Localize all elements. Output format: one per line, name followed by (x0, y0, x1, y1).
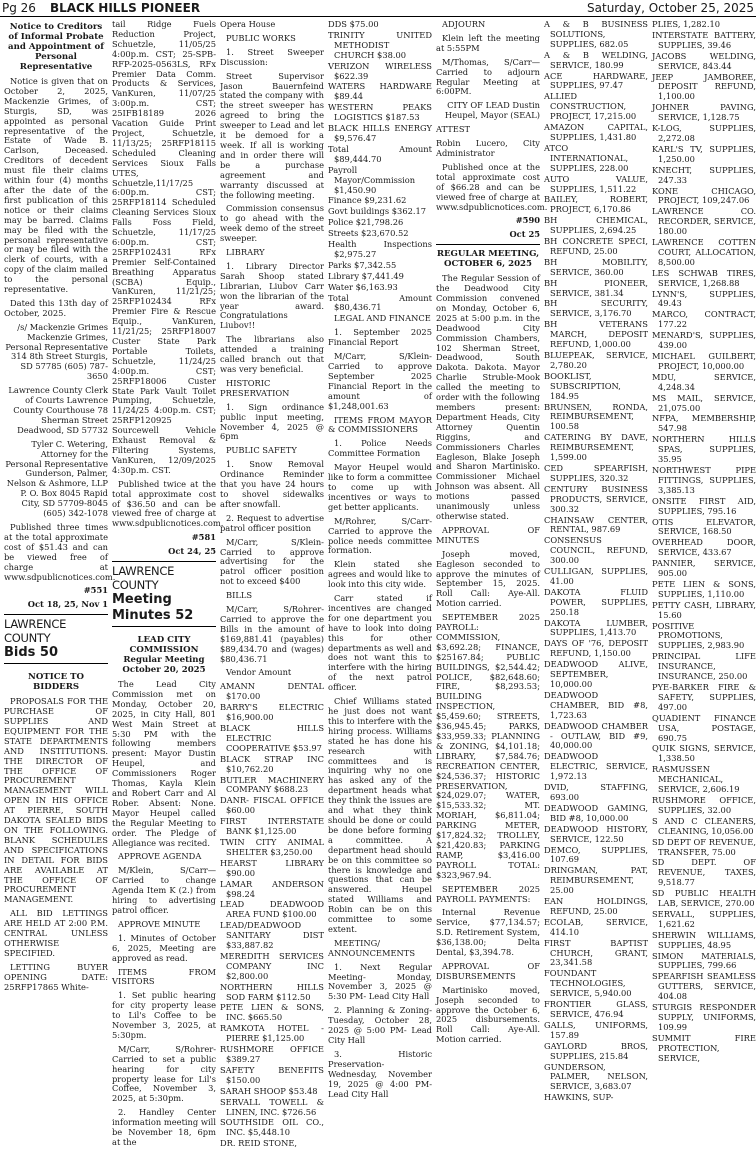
list-item: CENTURY BUSINESS PRODUCTS, SERVICE, 300.32 (544, 483, 648, 514)
list-item: LEAD DEADWOOD AREA FUND $100.00 (220, 899, 324, 920)
list-item: BH CHEMICAL, SUPPLIES, 2,694.25 (544, 215, 648, 236)
minutes-paragraph: 2. Handley Center information meeting will be November 18, 6pm at the (112, 1107, 216, 1147)
minutes-title: LEAD CITY COMMISSION Regular Meeting October 20, 2025 (122, 635, 206, 676)
minutes-heading: ITEMS FROM MAYOR & COMMISSIONERS (328, 414, 432, 435)
list-item: BH CONCRETE SPECI, REFUND, 25.00 (544, 236, 648, 256)
divider (436, 244, 540, 245)
notice-clerk: Lawrence County Clerk of Courts Lawrence County Courthouse 78 Sherman Street Deadwood, SD 57732 (8, 385, 108, 435)
list-item: Govt buildings $362.17 (328, 206, 427, 217)
list-item: PRINCIPAL LIFE INSURANCE, INSURANCE, 250.00 (652, 651, 756, 682)
list-item: BLACK HILLS ELECTRIC COOPERATIVE $53.97 (220, 723, 324, 753)
list-item: FIRST INTERSTATE BANK $1,125.00 (220, 816, 324, 837)
list-item: QUADIENT FINANCE USA, POSTAGE, 690.75 (652, 712, 756, 743)
notice-dated: Dated this 13th day of October, 2025. (4, 297, 108, 318)
list-item: ALLIED CONSTRUCTION, PROJECT, 17,215.00 (544, 91, 637, 122)
page-columns (4, 19, 756, 1149)
minutes-paragraph: Opera House (220, 19, 276, 29)
list-item: SUMMIT FIRE PROTECTION, SERVICE, (652, 1032, 756, 1063)
minutes-heading: APPROVE AGENDA (118, 851, 202, 862)
minutes-paragraph: M/Carr, S/Rohrer- Carried to set a public hearing for city property lease for Lil's Coffee, November 3, 2025, at 5:30pm. (112, 1043, 216, 1104)
list-item: LAMAR ANDERSON $98.24 (220, 878, 324, 899)
issue-date: Saturday, October 25, 2025 (587, 1, 754, 15)
newspaper-name: BLACK HILLS PIONEER (49, 1, 201, 15)
publication-cost: Published twice at the total approximate cost of $36.50 and can be viewed free of charge at www.sdpublicnotices.com. (112, 478, 224, 529)
list-item: DEADWOOD CHAMBER - OUTLAW, BID #9, 40,000.00 (544, 720, 648, 751)
list-item: OTIS ELEVATOR, SERVICE, 168.50 (652, 516, 756, 537)
minutes-heading: ADJOURN (442, 19, 486, 29)
list-item: PYE-BARKER FIRE & SAFETY, SUPPLIES, 497.00 (652, 682, 756, 712)
list-item: SERVALL, SUPPLIES, 1,621.62 (652, 908, 756, 929)
list-item: PLIES, 1,282.10 (652, 19, 721, 29)
list-item: VERIZON WIRELESS $622.39 (328, 60, 432, 81)
list-item: DAYS OF '76, DEPOSIT REFUND, 1,150.00 (544, 638, 648, 659)
list-item: RASMUSSEN MECHANICAL, SERVICE, 2,606.19 (652, 764, 740, 795)
list-item: NFPA, MEMBERSHIP, 547.98 (652, 413, 756, 434)
list-item: WATERS HARDWARE $89.44 (328, 81, 432, 102)
column-5 (436, 19, 548, 1045)
list-item: NORTHERN HILLS SOD FARM $112.50 (220, 981, 324, 1002)
publication-cost: Published once at the total approximate cost of $66.28 and can be viewed free of charge at www.sdpublicnotices.com. (436, 161, 548, 212)
section-header (112, 561, 216, 627)
bids-list: tail Ridge Fuels Reduction Project, Schuetzle, 11/05/25 4:00p.m. CST; 25-SPB-RFP-2025-0563LS, RFx Premier Data Comm. Products & Services, VanKuren, 11/07/25 3:00p.m. CST; 25IFB18189 2026 Vacation Guide Print Project, Schuetzle, 11/13/25; 25RFP18115 Scheduled Cleaning Services Sioux Falls UTES, Schuetzle,11/17/25 6:00p.m. CST; 25RFP18114 Scheduled Cleaning Services Sioux Falls Foss Field, Schuetzle, 11/17/25 6:00p.m. CST; 25RFP102431 RFx Premier Self-Contained Breathing Apparatus (SCBA) Equip., VanKuren, 11/21/25; 25RFP102434 RFx Premier Fire & Rescue Equip., VanKuren, 11/21/25; 25RFP18007 Custer State Park Portable Toilets, Schuetzle, 11/24/25 4:00p.m. CST; 25RFP18006 Custer State Park Vault Toilet Pumping, Schuetzle, 11/24/25 4:00p.m. CST; 25RFP120925 Sourcewell Vehicle Exhaust Removal & Filtering Systems, VanKuren, 12/09/2025 4:30p.m. CST. (112, 19, 216, 475)
list-item: Police $21,798.26 (328, 217, 404, 228)
list-item: DDS $75.00 (328, 19, 379, 29)
list-item: DR. REID STONE, (220, 1138, 298, 1149)
notice-ref-number: #581 (191, 532, 216, 543)
attest-name: Robin Lucero, City Administrator (436, 138, 540, 158)
list-item: Total Amount $80,436.71 (328, 292, 432, 313)
list-item: BRUNSEN, RONDA, REIMBURSEMENT, 100.58 (544, 401, 648, 432)
minutes-paragraph: 1. Snow Removal Ordinance Reminder that you have 24 hours to shovel sidewalks after snowfall. (220, 459, 324, 509)
minutes-paragraph: 3. Historic Preservation- Wednesday, November 19, 2025 @ 4:00 PM- Lead City Hall (328, 1048, 432, 1099)
column-2 (112, 19, 224, 1147)
minutes-heading: APPROVE MINUTE (118, 918, 201, 929)
disbursement-list (652, 20, 756, 1064)
list-item: BH SECURITY, SERVICE, 3,176.70 (544, 298, 648, 319)
minutes-heading: APPROVAL OF DISBURSEMENTS (436, 960, 540, 981)
minutes-paragraph: 2. Planning & Zoning-Tuesday, October 28, 2025 @ 5:00 PM- Lead City Hall (328, 1005, 432, 1045)
list-item: S AND C CLEANERS, CLEANING, 10,056.00 (652, 815, 756, 836)
notice-title: Notice to Creditors of Informal Probate and Appointment of Personal Representative (8, 22, 104, 72)
list-item: PETE LIEN & SONS, SUPPLIES, 1,110.00 (652, 578, 756, 599)
list-item: JOHNER PAVING, SERVICE, 1,128.75 (652, 102, 756, 123)
minutes-paragraph: Internal Revenue Service, $77,134.57; S.D. Retirement System, $36,138.00; Delta Dental, $3,394.78. (436, 907, 540, 958)
list-item: INTERSTATE BATTERY, SUPPLIES, 39.46 (652, 29, 756, 50)
notice-body: Notice is given that on October 2, 2025, Mackenzie Grimes, of Sturgis, SD, was appointed as personal representative of the Estate of Wade B. Carlson, Deceased. Creditors of decedent must file their claims within four (4) months after the date of the first publication of this notice or their claims may be barred. Claims may be filed with the personal representative or may be filed with the clerk of courts, with a copy of the claim mailed to the personal representative. (4, 76, 108, 295)
list-item: SHERWIN WILLIAMS, SUPPLIES, 48.95 (652, 929, 756, 950)
list-item: SERVALL TOWELL & LINEN, INC. $726.56 (220, 1096, 324, 1117)
list-item: Total Amount $89,444.70 (328, 143, 432, 164)
list-item: DEADWOOD CHAMBER, BID #8, 1,723.63 (544, 689, 648, 720)
list-item: DEADWOOD HISTORY, SERVICE, 122.50 (544, 823, 648, 844)
bidders-body-2: ALL BID LETTINGS ARE HELD AT 2:00 P.M. CENTRAL UNLESS OTHERWISE SPECIFIED. (4, 908, 108, 958)
list-item: LES SCHWAB TIRES, SERVICE, 1,268.88 (652, 267, 756, 288)
list-item: DANR- FISCAL OFFICE $60.00 (220, 795, 324, 816)
bidders-body: PROPOSALS FOR THE PURCHASE OF SUPPLIES AND EQUIPMENT FOR THE STATE DEPARTMENTS AND INSTITUTIONS. THE DIRECTOR OF THE OFFICE OF PROCUREMENT MANAGEMENT WILL OPEN IN HIS OFFICE AT PIERRE, SOUTH DAKOTA SEALED BIDS ON THE FOLLOWING. BLANK SCHEDULES AND SPECIFICATIONS IN DETAIL FOR BIDS ARE AVAILABLE AT THE OFFICE OF PROCUREMENT MANAGEMENT. (4, 696, 108, 905)
list-item: PETTY CASH, LIBRARY, 15.60 (652, 599, 756, 620)
list-item: Water $6,163.93 (328, 281, 398, 292)
list-item: CULLIGAN, SUPPLIES, 41.00 (544, 566, 648, 586)
list-item: DEADWOOD ALIVE, SEPTEMBER, 10,000.00 (544, 659, 648, 689)
disbursement-list (544, 20, 648, 1103)
minutes-paragraph: M/Thomas, S/Carr—Carried to adjourn Regular Meeting at 6:00PM. (436, 56, 540, 97)
list-item: RUSHMORE OFFICE, SUPPLIES, 32.00 (652, 794, 756, 815)
bills-list (220, 682, 324, 1149)
minutes-paragraph: M/Carr, S/Klein- Carried to approve September 2025 Financial Report in the amount of $1,248,001.63 (328, 351, 432, 411)
attest-label: ATTEST (436, 124, 471, 135)
list-item: SPEARFISH SEAMLESS GUTTERS, SERVICE, 404.08 (652, 971, 756, 1002)
list-item: DRINGMAN, PAT, REIMBURSEMENT, 25.00 (544, 865, 648, 896)
notice-attorney: Tyler C. Wetering, Attorney for the Personal Representative Gunderson, Palmer, Nelson & Ashmore, LLP P. O. Box 8045 Rapid City, SD 57709-8045 (605) 342-1078 (5, 438, 108, 519)
list-item: BOOKLIST, SUBSCRIPTION, 184.95 (544, 370, 621, 401)
list-item: PANNIER, SERVICE, 905.00 (652, 558, 756, 579)
signature-block: CITY OF LEAD Dustin Heupel, Mayor (SEAL) (444, 100, 540, 121)
minutes-heading: BILLS (226, 590, 253, 601)
minutes-paragraph: 1. Minutes of October 6, 2025, Meeting are approved as read. (112, 932, 216, 963)
list-item: DEADWOOD GAMING, BID #8, 10,000.00 (544, 802, 648, 823)
list-item: TRINITY UNITED METHODIST CHURCH $38.00 (328, 29, 432, 60)
list-item: ECOLAB, SERVICE, 414.10 (544, 916, 648, 937)
page-number: Pg 26 (2, 1, 36, 15)
minutes-paragraph: 1. Next Regular Meeting- Monday, November 3, 2025 @ 5:30 PM- Lead City Hall (328, 961, 432, 1002)
list-item: RUSHMORE OFFICE $389.27 (220, 1044, 324, 1064)
list-item: WESTERN PEAKS LOGISTICS $187.53 (328, 102, 432, 123)
list-item: FOUNDANT TECHNOLOGIES, SERVICE, 5,940.00 (544, 968, 632, 999)
list-item: Health Inspections $2,975.27 (328, 239, 432, 259)
list-item: AMAZON CAPITAL, SUPPLIES, 1,431.80 (544, 122, 648, 142)
minutes-paragraph: 1. Library Director Sarah Shoop stated Librarian, Liubov Carr won the librarian of the year award. Congratulations Liubov!! (220, 260, 324, 331)
list-item: BH VETERANS MARCH, DEPOSIT REFUND, 1,000.00 (544, 319, 648, 350)
list-item: LYNN'S, SUPPLIES, 49.43 (652, 288, 756, 309)
list-item: KONE CHICAGO, PROJECT, 109,247.06 (652, 185, 756, 206)
minutes-paragraph: 1. Street Sweeper Discussion: (220, 46, 324, 67)
list-item: GAYLORD BROS, SUPPLIES, 215.84 (544, 1040, 648, 1061)
list-item: PETE LIEN & SONS, INC. $665.50 (220, 1002, 324, 1023)
minutes-heading: HISTORIC PRESERVATION (220, 377, 290, 398)
minutes-heading: SEPTEMBER 2025 PAYROLL PAYMENTS: (436, 883, 540, 904)
notice-signer: /s/ Mackenzie Grimes Mackenzie Grimes, Personal Representative 314 8th Street Sturgis, SD 57785 (605) 787-3650 (5, 321, 108, 382)
minutes-paragraph: 1. Sign ordinance public input meeting, November 4, 2025 @ 6pm (220, 401, 324, 442)
page-header (0, 0, 756, 17)
list-item: JEEP JAMBOREE, DEPOSIT REFUND, 1,100.00 (652, 71, 756, 102)
list-item: K-LOG, SUPPLIES, 2,272.08 (652, 123, 756, 143)
list-item: SD PUBLIC HEALTH LAB, SERVICE, 270.00 (652, 888, 756, 909)
list-item: SD DEPT OF REVENUE, TRANSFER, 75.00 (652, 836, 756, 857)
list-item: JACOBS WELDING, SERVICE, 843.44 (652, 50, 756, 71)
list-item: KARL'S TV, SUPPLIES, 1,250.00 (652, 143, 756, 164)
notice-ref-dates: Oct 18, 25, Nov 1 (27, 599, 108, 610)
list-item: FIRST BAPTIST CHURCH, GRANT, 23,341.58 (544, 937, 648, 968)
publication-cost: Published three times at the total approximate cost of $51.43 and can be viewed free of charge at www.sdpublicnotices.com. (4, 521, 116, 582)
list-item: MDU, SERVICE, 4,248.34 (652, 371, 756, 392)
minutes-paragraph: 1. September 2025 Financial Report (328, 327, 432, 348)
minutes-paragraph: Mayor Heupel would like to form a committee to come up with incentives or ways to get better applicants. (328, 462, 432, 512)
minutes-paragraph: M/Carr, S/Klein- Carried to approve advertising for the patrol officer position not to exceed $400 (220, 536, 324, 587)
minutes-paragraph: M/Carr, S/Rohrer- Carried to approve the Bills in the amount of $169,881.41 (payables) $89,434.70 and (wages) $80,436.71 (220, 604, 324, 664)
list-item: BH PIONEER, SERVICE, 381.34 (544, 277, 648, 298)
minutes-paragraph: Carr stated if incentives are changed for one department you have to look into doing this for other departments as well and does not want this to interfere with the hiring of the next patrol officer. (328, 593, 432, 693)
minutes-paragraph: Klein stated she agrees and would like to look into this city wide. (328, 559, 432, 590)
minutes-paragraph: Klein left the meeting at 5:55PM (436, 32, 540, 53)
list-item: MEREDITH SERVICES COMPANY INC $2,800.00 (220, 950, 324, 981)
list-item: SIMON MATERIALS, SUPPLIES, 799.66 (652, 950, 756, 971)
minutes-paragraph: Commission consensus to go ahead with the week demo of the street sweeper. (220, 203, 324, 244)
minutes-paragraph: M/Klein, S/Carr—Carried to change Agenda Item K (2.) from hiring to advertising patrol officer. (112, 865, 216, 915)
notice-ref-number: #551 (83, 585, 108, 596)
minutes-paragraph: 1. Police Needs Committee Formation (328, 438, 432, 459)
list-item: ATCO INTERNATIONAL, SUPPLIES, 228.00 (544, 142, 629, 173)
list-item: DAKOTA LUMBER, SUPPLIES, 1,413.70 (544, 617, 648, 638)
list-item: BAILEY, ROBERT, PROJECT, 6,170.86 (544, 194, 648, 215)
list-item: MARCO, CONTRACT, 177.22 (652, 309, 756, 330)
list-item: BH MOBILITY, SERVICE, 360.00 (544, 256, 648, 277)
list-item: MENARD'S, SUPPLIES, 439.00 (652, 330, 756, 351)
minutes-heading: APPROVAL OF MINUTES (436, 524, 540, 545)
list-item: GALLS, UNIFORMS, 157.89 (544, 1019, 648, 1040)
list-item: RAMKOTA HOTEL - PIERRE $1,125.00 (220, 1023, 324, 1044)
list-item: Parks $7,342.55 (328, 259, 397, 270)
column-6 (544, 19, 648, 1103)
list-item: DVID, STAFFING, 693.00 (544, 782, 648, 802)
minutes-paragraph: Joseph moved, Eagleson seconded to approve the minutes of September 15, 2025. Roll Call: Aye-All. Motion carried. (436, 548, 540, 609)
list-item: CATERING BY DAVE, REIMBURSEMENT, 1,599.00 (544, 432, 648, 463)
notice-ref-dates: Oct 24, 25 (168, 546, 216, 557)
column-1 (4, 20, 116, 992)
minutes-paragraph: 2. Request to advertise patrol officer position (220, 512, 324, 533)
minutes-paragraph: The Regular Session of the Deadwood City Commission convened on Monday, October 6, 2025 at 5:00 p.m. in the Deadwood City Commission Chambers, 102 Sherman Street, Deadwood, South Dakota. Dakota. Mayor Charlie Struble-Mook called the meeting to order with the following members present: Department Heads, City Attorney Quentin Riggins, and Commissioners Charles Eagleson, Blake Joseph and Sharon Martinisko. Commissioner Michael Johnson was absent. All motions passed unanimously unless otherwise stated. (436, 273, 540, 521)
list-item: HEARST LIBRARY $90.00 (220, 857, 324, 878)
list-item: MS MAIL, SERVICE, 21,075.00 (652, 392, 756, 413)
minutes-heading: PUBLIC SAFETY (226, 445, 297, 456)
minutes-paragraph: Martinisko moved, Joseph seconded to approve the October 6, 2025 disbursements. Roll Call: Aye-All. Motion carried. (436, 984, 540, 1045)
column-3 (220, 19, 324, 1149)
column-4 (328, 19, 432, 1099)
list-item: HAWKINS, SUP- (544, 1092, 614, 1103)
list-item: TWIN CITY ANIMAL SHELTER $3,250.00 (220, 836, 324, 857)
minutes-heading: LEGAL AND FINANCE (334, 313, 431, 324)
list-item: ACE HARDWARE, SUPPLIES, 97.47 (544, 70, 648, 91)
list-item: FRONTIER GLASS, SERVICE, 476.94 (544, 999, 648, 1019)
bidders-body-3: LETTING BUYER OPENING DATE: 25RFP17865 White- (4, 961, 108, 992)
list-item: DEMCO, SUPPLIES, 107.69 (544, 844, 648, 865)
list-item: LAWRENCE CO. RECORDER, SERVICE, 180.00 (652, 206, 756, 237)
column-7 (652, 19, 756, 1063)
minutes-heading: ITEMS FROM VISITORS (112, 966, 216, 987)
list-item: SOUTHSIDE OIL CO., INC. $5,448.10 (220, 1117, 324, 1138)
list-item: DEADWOOD ELECTRIC, SERVICE, 1,972.13 (544, 751, 648, 782)
list-item: NORTHERN HILLS SPAS, SUPPLIES, 35.95 (652, 434, 756, 465)
bills-list (328, 20, 432, 313)
list-item: POSITIVE PROMOTIONS, SUPPLIES, 2,983.90 (652, 620, 745, 651)
list-item: SARAH SHOOP $53.48 (220, 1085, 318, 1096)
minutes-heading: MEETING/ ANNOUNCEMENTS (328, 937, 415, 958)
list-item: QUIK SIGNS, SERVICE, 1,338.50 (652, 743, 756, 764)
list-item: BARRY'S ELECTRIC $16,900.00 (220, 702, 324, 723)
section-county: LAWRENCE COUNTY (4, 614, 108, 645)
section-header (4, 614, 108, 664)
list-item: CHAINSAW CENTER, RENTAL, 987.69 (544, 514, 648, 535)
list-item: LEAD/DEADWOOD SANITARY DIST $33,887.82 (220, 920, 324, 951)
bidders-title: NOTICE TO BIDDERS (27, 672, 85, 693)
list-item: OVERHEAD DOOR, SERVICE, 433.67 (652, 537, 756, 558)
list-item: BLACK HILLS ENERGY $9,576.47 (328, 123, 432, 143)
notice-ref-number: #590 (515, 215, 540, 226)
minutes-paragraph: The Lead City Commission met on Monday, October 20, 2025, in City Hall, 801 West Main Street at 5:30 PM with the following members present: Mayor Dustin Heupel, and Commissioners Roger Thomas, Kayla Klein and Robert Carr and Al Rober. Absent: None. Mayor Heupel called the Regular Meeting to order. The Pledge of Allegiance was recited. (112, 679, 216, 848)
section-name: Meeting Minutes 52 (112, 592, 216, 627)
list-item: BLACK STRAP INC $10,762.20 (220, 753, 324, 774)
list-item: Payroll Mayor/Commission $1,450.90 (328, 164, 416, 195)
list-item: MICHAEL GUILBERT, PROJECT, 10,000.00 (652, 351, 756, 371)
list-item: GUNDERSON, PALMER, NELSON, SERVICE, 3,683.07 (544, 1061, 648, 1092)
list-item: Finance $9,231.62 (328, 195, 407, 206)
list-item: STURGIS RESPONDER SUPPLY, UNIFORMS, 109.99 (652, 1002, 756, 1032)
list-item: CED SPEARFISH, SUPPLIES, 320.32 (544, 462, 648, 483)
section-county: LAWRENCE COUNTY (112, 561, 216, 592)
list-item: EAN HOLDINGS, REFUND, 25.00 (544, 896, 648, 916)
minutes-paragraph: Street Supervisor Jason Bauernfeind stated the company with the street sweeper has agreed to bring the sweeper to Lead and let it be demoed for a week. If all is working and in order there will be a purchase agreement and warranty discussed at the following meeting. (220, 70, 324, 200)
notice-ref-dates: Oct 25 (509, 229, 540, 240)
list-item: AUTO VALUE, SUPPLIES, 1,511.22 (544, 173, 648, 194)
list-item: SAFETY BENEFITS $150.00 (220, 1064, 324, 1085)
list-item: BLUEPEAK, SERVICE, 2,780.20 (544, 350, 648, 370)
list-item: LAWRENCE COTTEN COURT, ALLOCATION, 8,500.00 (652, 237, 756, 267)
minutes-paragraph: M/Rohrer, S/Carr- Carried to approve the police needs committee formation. (328, 515, 432, 556)
minutes-heading: PUBLIC WORKS (226, 32, 296, 43)
minutes-title: REGULAR MEETING, OCTOBER 6, 2025 (436, 249, 540, 270)
list-item: KNECHT, SUPPLIES, 247.33 (652, 164, 756, 185)
minutes-paragraph: The librarians also attended a training called branch out that was very beneficial. (220, 334, 324, 374)
list-item: A & B WELDING, SERVICE, 180.99 (544, 49, 648, 70)
minutes-heading: LIBRARY (226, 247, 265, 258)
list-item: A & B BUSINESS SOLUTIONS, SUPPLIES, 682.05 (544, 19, 648, 49)
section-name: Bids 50 (4, 645, 108, 664)
list-item: AMANN DENTAL $170.00 (220, 681, 324, 702)
minutes-paragraph: 1. Set public hearing for city property lease to Lil's Coffee to be November 3, 2025, at 5:30pm. (112, 990, 216, 1040)
list-item: ONSITE FIRST AID, SUPPLIES, 795.16 (652, 495, 756, 516)
list-item: SD DEPT. OF REVENUE, TAXES, 9,518.77 (652, 857, 756, 888)
list-item: BUTLER MACHINERY COMPANY $688.23 (220, 774, 324, 795)
list-item: Library $7,441.49 (328, 270, 404, 281)
list-item: DAKOTA FLUID POWER, SUPPLIES, 250.18 (544, 586, 648, 617)
list-item: NORTHWEST PIPE FITTINGS, SUPPLIES, 3,385.13 (652, 464, 756, 495)
minutes-paragraph: Chief Williams stated he just does not want this to interfere with the hiring process. Williams stated he has done his research with committees and is inquiring why no one has asked any of the department heads what they think the issues are and what they think should be done or could be done before forming a committee. A department head should be on this committee so there is knowledge and questions that can be answered. Heupel stated Williams and Robin can be on this committee to some extent. (328, 696, 432, 934)
list-item: CONSENSUS COUNCIL, REFUND, 300.00 (544, 535, 648, 566)
list-item: Streets $23,670.52 (328, 228, 409, 239)
minutes-paragraph: Vendor Amount (226, 667, 292, 678)
minutes-paragraph: SEPTEMBER 2025 PAYROLL: COMMISSION, $3,692.28; FINANCE, $25167.84; PUBLIC BUILDINGS, $2,544.42; POLICE, $82,648.60; FIRE, $8,293.53; BUILDING INSPECTION, $5,459.60; STREETS, $36,945.45; PARKS, $33,959.33; PLANNING & ZONING, $4,101.18; LIBRARY, $7,584.76; RECREATION CENTER, $24,536.37; HISTORIC PRESERVATION, $24,029.07; WATER, $15,533.32; MT. MORIAH, $6,811.04; PARKING METER, $17,824.32; TROLLEY, $21,420.83; PARKING RAMP, $3,416.00 PAYROLL TOTAL: $323,967.94. (436, 612, 540, 880)
